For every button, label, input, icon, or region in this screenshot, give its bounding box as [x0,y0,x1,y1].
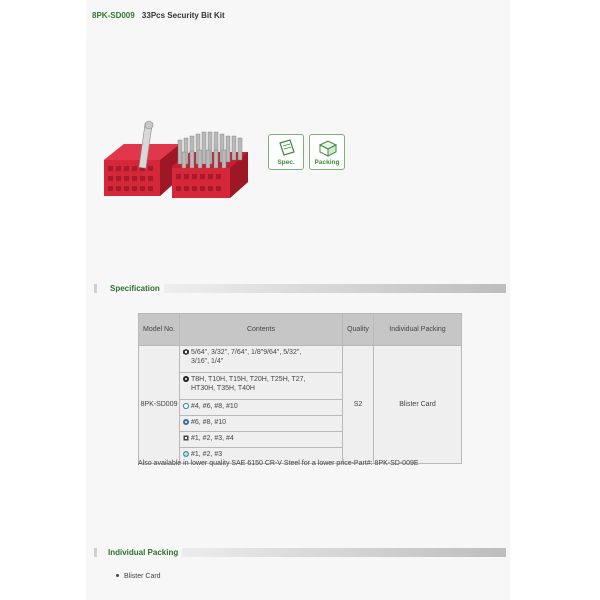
product-name: 33Pcs Security Bit Kit [141,11,225,20]
spanner-bit-icon [183,419,189,425]
spec-document-icon [277,138,297,158]
table-row [139,346,462,373]
section-bar-tick [94,548,97,557]
packing-cell: Blister Card [374,346,462,464]
content-panel [86,0,510,600]
hex-socket-icon [183,349,189,355]
packing-list-item: Blister Card [124,573,161,580]
contents-line-1: #1, #2, #3, #4 [191,435,234,442]
product-title [92,11,225,20]
packing-button-label: Packing [314,159,340,166]
spec-button[interactable] [268,134,304,170]
contents-line-1: 5/64", 3/32", 7/64", 1/8"9/64", 5/32", [191,349,302,356]
header-quality: Quality [343,314,374,346]
specification-section-bar [94,284,506,293]
square-bit-icon [183,435,189,441]
tri-wing-icon [183,403,189,409]
section-bar-tick [94,284,97,293]
model-no-cell: 8PK-SD009 [139,346,180,464]
contents-cell [180,416,343,432]
contents-cell [180,346,343,373]
availability-note: Also available in lower quality SAE 6150 CR-V Steel for a lower price-Part#: 8PK-SD-009E [138,460,419,467]
contents-line-1: #6, #8, #10 [191,419,227,426]
contents-line-1: T8H, T10H, T15H, T20H, T25H, T27, [191,376,306,383]
quality-cell: S2 [343,346,374,464]
individual-packing-section-bar [94,548,506,557]
header-model-no: Model No. [139,314,180,346]
contents-line-1: #4, #6, #8, #10 [191,403,238,410]
specification-table [138,313,462,464]
spec-button-label: Spec. [277,159,295,166]
contents-line-2: HT30H, T35H, T40H [191,385,255,392]
header-contents: Contents [180,314,343,346]
contents-line-1: #1, #2, #3 [191,451,223,458]
individual-packing-heading: Individual Packing [104,547,182,558]
phillips-icon [183,451,189,457]
contents-line-2: 3/16", 1/4" [191,358,224,365]
specification-heading: Specification [106,283,164,294]
torx-icon [183,376,189,382]
contents-cell [180,432,343,448]
packing-box-icon [318,138,338,158]
table-header-row [139,314,462,346]
product-photo [98,118,258,203]
contents-cell [180,400,343,416]
model-code: 8PK-SD009 [92,11,135,20]
list-item [116,573,161,580]
header-individual-packing: Individual Packing [374,314,462,346]
contents-cell [180,373,343,400]
bullet-icon [116,574,119,577]
packing-button[interactable] [309,134,345,170]
